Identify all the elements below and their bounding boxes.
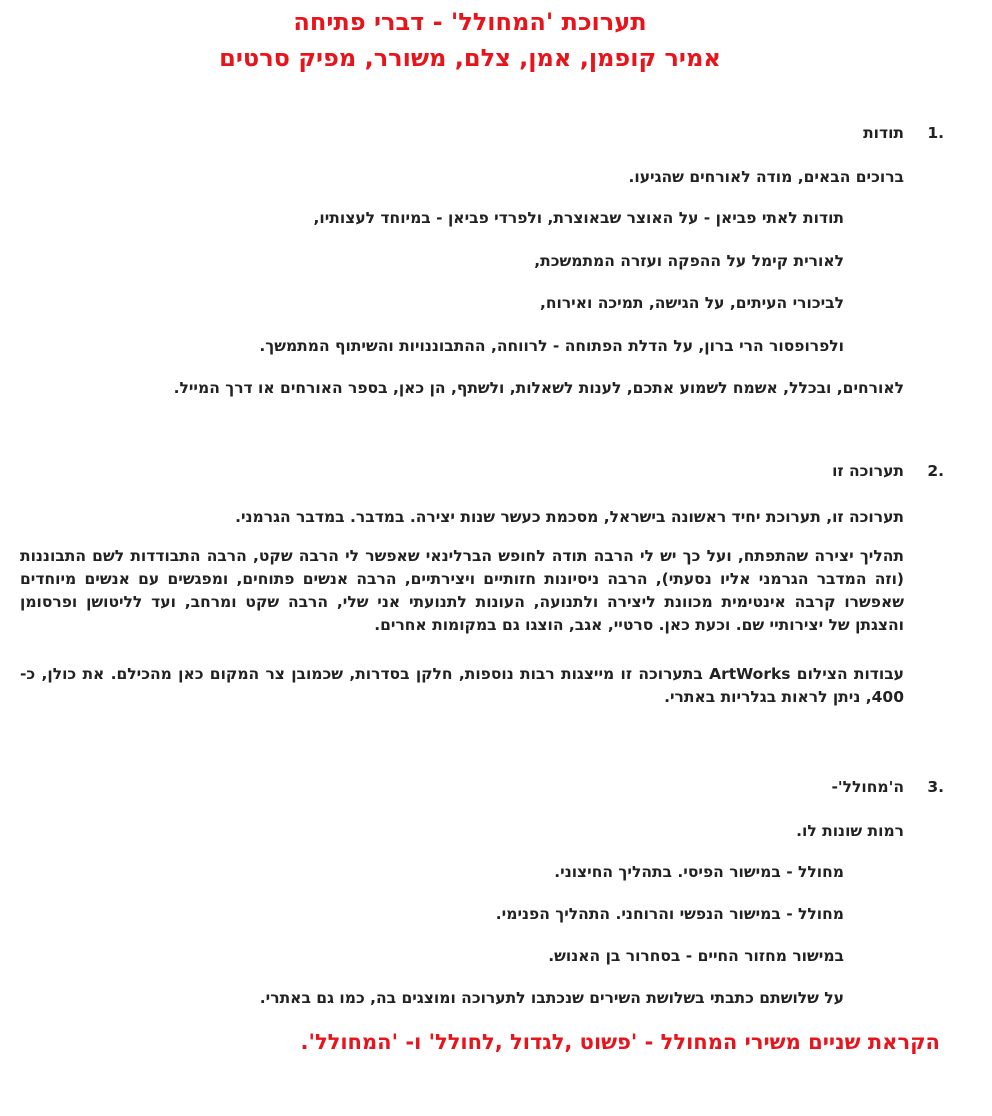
section-1-number: 1.	[927, 124, 944, 142]
section-2-paragraph-2: תהליך יצירה שהתפתח, ועל כך יש לי הרבה תודה לחופש הברלינאי שאפשר לי הרבה שקט, הרבה התבודדות לשם התבוננות (וזה המדבר הגרמני אליו נסעתי), הרבה ניסיונות חזותיים ויצירתיים, הרבה אנשים פתוחים, ומפגשים עם אנשים מיוחדים שאפשרו קרבה אינטימית מכוונת ליצירה ולתנועה, העונות לתנועתי אני שלי, הרבה שקט ומרחב, ועד לליטושן ופרסומן והצגתן של יצירותיי שם. וכעת כאן. סרטיי, אגב, הוצגו גם במקומות אחרים.	[20, 547, 904, 634]
closing-line: הקראת שניים משירי המחולל - 'פשוט ,לגדול ,לחולל' ו- 'המחולל'.	[300, 1030, 940, 1054]
section-2-number: 2.	[927, 462, 944, 480]
section-2-paragraph-1: תערוכה זו, תערוכת יחיד ראשונה בישראל, מסכמת כעשר שנות יצירה. במדבר. במדבר הגרמני.	[235, 508, 904, 526]
section-3-heading	[831, 778, 944, 796]
page-subtitle: אמיר קופמן, אמן, צלם, משורר, מפיק סרטים	[219, 44, 721, 72]
section-1-item: לביכורי העיתים, על הגישה, תמיכה ואירוח,	[539, 294, 844, 312]
section-2-paragraph-3: עבודות הצילום ArtWorks בתערוכה זו מייצגות רבות נוספות, חלקן בסדרות, שכמובן צר המקום כאן מהכילם. את כולן, כ- 400, ניתן לראות בגלריות באתרי.	[20, 665, 904, 706]
section-1-item: לאורית קימל על ההפקה ועזרה המתמשכת,	[534, 252, 844, 270]
section-1-item: תודות לאתי פביאן - על האוצר שבאוצרת, ולפרדי פביאן - במיוחד לעצותיו,	[313, 209, 844, 227]
section-1-heading	[863, 124, 944, 142]
section-1-outro: לאורחים, ובכלל, אשמח לשמוע אתכם, לענות לשאלות, ולשתף, הן כאן, בספר האורחים או דרך המייל.	[173, 379, 904, 397]
section-2-title: תערוכה זו	[832, 462, 904, 480]
section-3-number: 3.	[927, 778, 944, 796]
section-3-item: מחולל - במישור הנפשי והרוחני. התהליך הפנימי.	[495, 905, 844, 923]
section-3-item: מחולל - במישור הפיסי. בתהליך החיצוני.	[554, 863, 844, 881]
section-3-item: במישור מחזור החיים - בסחרור בן האנוש.	[548, 947, 844, 965]
section-3-title: ה'מחולל'-	[831, 778, 904, 796]
section-3-intro: רמות שונות לו.	[796, 822, 904, 840]
section-2-heading	[832, 462, 944, 480]
section-3-item: על שלושתם כתבתי בשלושת השירים שנכתבו לתערוכה ומוצגים בה, כמו גם באתרי.	[259, 989, 844, 1007]
section-1-item: ולפרופסור הרי ברון, על הדלת הפתוחה - לרווחה, ההתבוננויות והשיתוף המתמשך.	[259, 337, 844, 355]
section-1-title: תודות	[863, 124, 904, 142]
page-title: תערוכת 'המחולל' - דברי פתיחה	[293, 8, 647, 36]
section-1-intro: ברוכים הבאים, מודה לאורחים שהגיעו.	[628, 168, 904, 186]
